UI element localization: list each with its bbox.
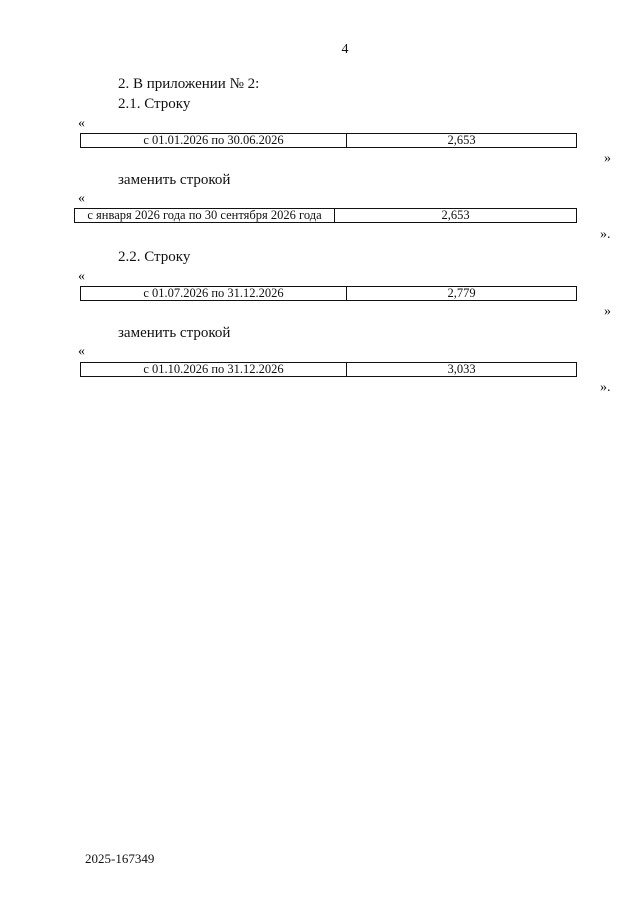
document-code: 2025-167349 [85,851,155,866]
section1-open-quote-2: « [78,191,85,206]
section2-title: 2.2. Строку [118,249,191,265]
section1-new-row [74,208,577,223]
section2-original-period: с 01.07.2026 по 31.12.2026 [81,287,347,300]
section1-original-period: с 01.01.2026 по 30.06.2026 [81,134,347,147]
section1-replace-label: заменить строкой [118,172,231,188]
section2-close-quote: » [604,304,611,319]
section2-new-period: с 01.10.2026 по 31.12.2026 [81,363,347,376]
section1-original-value: 2,653 [447,134,476,147]
section1-new-period: с января 2026 года по 30 сентября 2026 года [75,209,335,222]
section1-original-row [80,133,577,148]
section1-new-value: 2,653 [441,209,470,222]
section1-open-quote: « [78,116,85,131]
section2-original-value: 2,779 [447,287,476,300]
section2-replace-label: заменить строкой [118,325,231,341]
section2-new-value: 3,033 [447,363,476,376]
section1-close-quote: » [604,151,611,166]
section2-open-quote-2: « [78,344,85,359]
page-number: 4 [341,42,349,57]
main-heading: 2. В приложении № 2: [118,76,260,92]
section1-title: 2.1. Строку [118,96,191,112]
section2-close-quote-2: ». [600,380,611,395]
section2-open-quote: « [78,269,85,284]
section1-close-quote-2: ». [600,227,611,242]
section2-original-row [80,286,577,301]
section2-new-row [80,362,577,377]
